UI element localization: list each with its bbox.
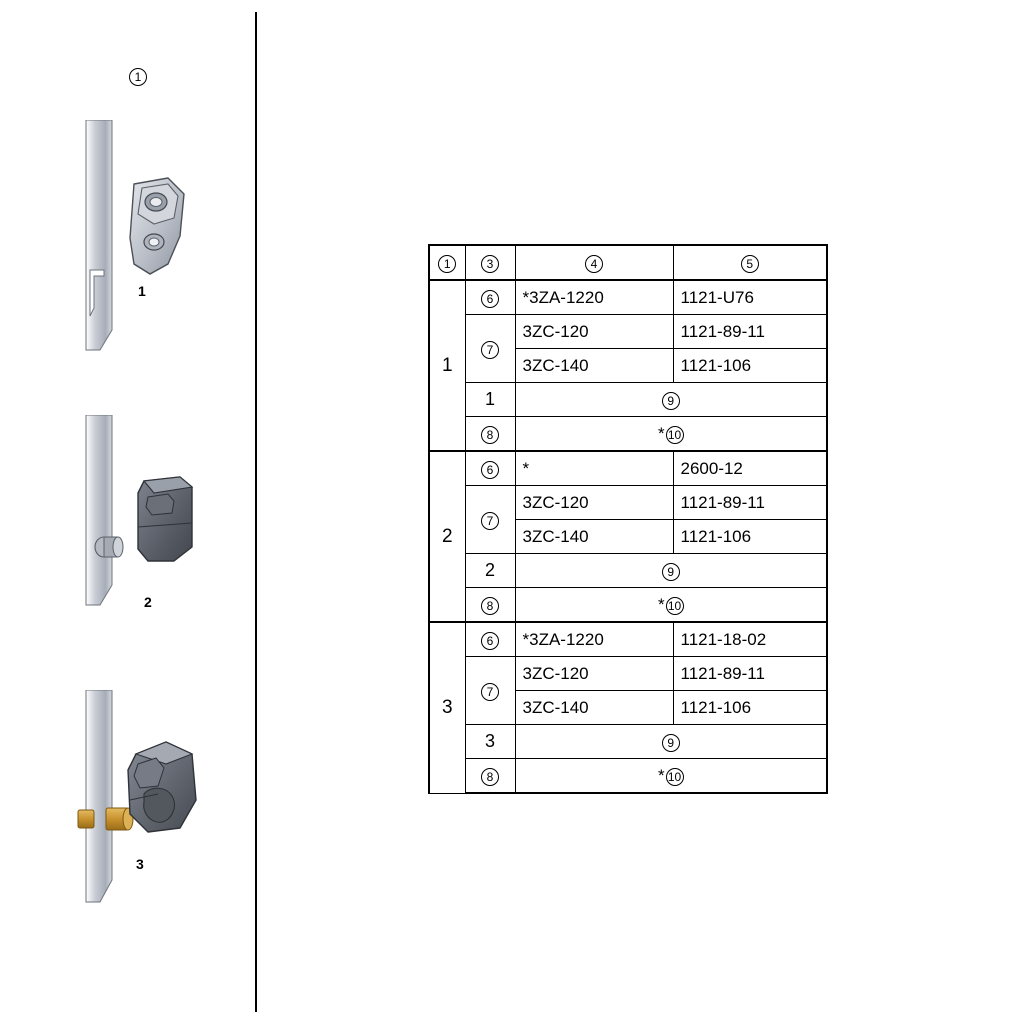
row-code: 2 — [465, 554, 515, 588]
row-code — [465, 280, 515, 315]
table-row — [429, 759, 827, 794]
latch-block-part-illustration — [60, 415, 240, 610]
row-code — [465, 417, 515, 452]
callout-1-top — [129, 68, 147, 86]
table-row — [429, 657, 827, 691]
header-cell-3 — [465, 245, 515, 280]
cell-col5: 1121-106 — [673, 691, 827, 725]
spec-table — [428, 244, 828, 794]
row-code — [465, 315, 515, 383]
row-code — [465, 759, 515, 794]
callout-badge: 4 — [585, 255, 603, 273]
cell-span-star — [515, 588, 827, 623]
callout-badge: 8 — [481, 597, 499, 615]
vertical-divider — [255, 12, 257, 1012]
table-row — [429, 383, 827, 417]
table-row — [429, 417, 827, 452]
callout-badge: 6 — [481, 632, 499, 650]
callout-badge: 10 — [666, 426, 684, 444]
latch-clamp-part-illustration — [60, 690, 240, 905]
callout-badge: 1 — [438, 255, 456, 273]
spec-table-container — [428, 244, 828, 794]
header-cell-1 — [429, 245, 465, 280]
callout-badge: 8 — [481, 426, 499, 444]
cell-span-star — [515, 759, 827, 794]
row-code — [465, 588, 515, 623]
cell-span-star — [515, 417, 827, 452]
callout-badge: 10 — [666, 597, 684, 615]
star-symbol: * — [657, 765, 665, 785]
latch-hook-part-illustration — [60, 120, 240, 360]
cell-col4: 3ZC-140 — [515, 691, 673, 725]
table-row — [429, 486, 827, 520]
cell-col4: 3ZC-120 — [515, 486, 673, 520]
figure-label-1: 1 — [138, 283, 146, 299]
callout-badge: 6 — [481, 461, 499, 479]
table-row — [429, 554, 827, 588]
cell-col4: 3ZC-140 — [515, 520, 673, 554]
cell-col4: 3ZC-120 — [515, 657, 673, 691]
star-symbol: * — [657, 594, 665, 614]
callout-badge: 7 — [481, 683, 499, 701]
cell-col5: 1121-18-02 — [673, 622, 827, 657]
cell-col5: 1121-89-11 — [673, 315, 827, 349]
cell-span — [515, 554, 827, 588]
table-row — [429, 588, 827, 623]
group-number: 3 — [429, 622, 465, 793]
cell-col5: 1121-106 — [673, 349, 827, 383]
row-code — [465, 451, 515, 486]
row-code — [465, 622, 515, 657]
callout-badge: 3 — [481, 255, 499, 273]
cell-col5: 1121-U76 — [673, 280, 827, 315]
callout-badge: 1 — [129, 68, 147, 86]
callout-badge: 8 — [481, 768, 499, 786]
row-code — [465, 486, 515, 554]
callout-badge: 7 — [481, 512, 499, 530]
table-row — [429, 451, 827, 486]
group-number: 1 — [429, 280, 465, 451]
group-number: 2 — [429, 451, 465, 622]
figure-label-3: 3 — [136, 856, 144, 872]
cell-col5: 2600-12 — [673, 451, 827, 486]
row-code: 1 — [465, 383, 515, 417]
callout-badge: 9 — [662, 563, 680, 581]
cell-span — [515, 383, 827, 417]
callout-badge: 7 — [481, 341, 499, 359]
cell-span — [515, 725, 827, 759]
row-code — [465, 657, 515, 725]
callout-badge: 5 — [741, 255, 759, 273]
cell-col5: 1121-106 — [673, 520, 827, 554]
cell-col4: *3ZA-1220 — [515, 622, 673, 657]
part-illustration-1 — [60, 120, 240, 360]
part-illustration-3 — [60, 690, 240, 905]
cell-col5: 1121-89-11 — [673, 486, 827, 520]
header-cell-5 — [673, 245, 827, 280]
star-symbol: * — [657, 423, 665, 443]
callout-badge: 9 — [662, 734, 680, 752]
figure-label-2: 2 — [144, 594, 152, 610]
header-cell-4 — [515, 245, 673, 280]
callout-badge: 10 — [666, 768, 684, 786]
callout-badge: 6 — [481, 290, 499, 308]
figure-panel — [0, 0, 256, 1024]
cell-col4: *3ZA-1220 — [515, 280, 673, 315]
table-row — [429, 725, 827, 759]
row-code: 3 — [465, 725, 515, 759]
cell-col4: 3ZC-120 — [515, 315, 673, 349]
table-row — [429, 280, 827, 315]
table-header-row — [429, 245, 827, 280]
cell-col4: 3ZC-140 — [515, 349, 673, 383]
part-illustration-2 — [60, 415, 240, 610]
cell-col4: * — [515, 451, 673, 486]
table-row — [429, 622, 827, 657]
table-row — [429, 315, 827, 349]
cell-col5: 1121-89-11 — [673, 657, 827, 691]
callout-badge: 9 — [662, 392, 680, 410]
